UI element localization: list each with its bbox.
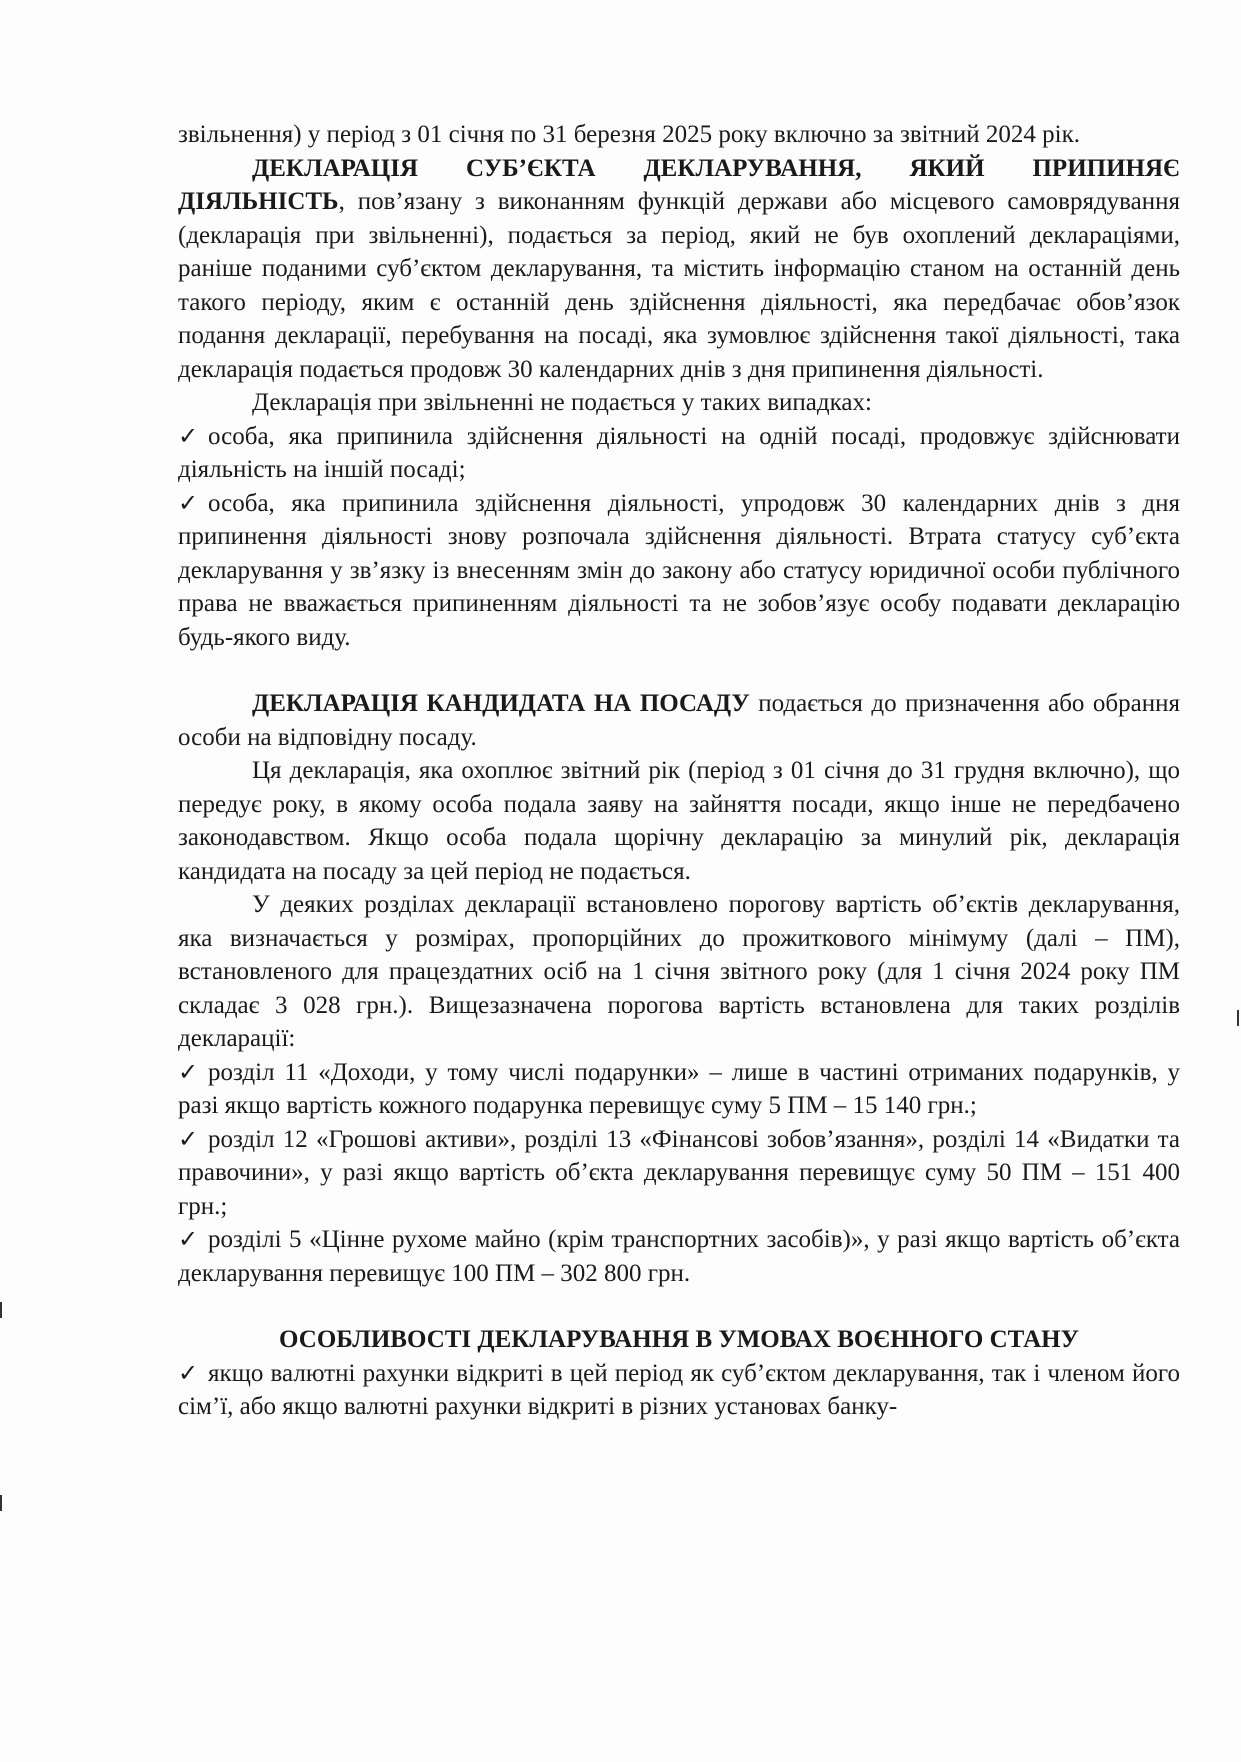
section-gap — [178, 654, 1180, 687]
checkmark-icon: ✓ — [178, 421, 199, 450]
list-item — [178, 487, 1180, 655]
list-item-text: розділі 5 «Цінне рухоме майно (крім транспортних засобів)», у разі якщо вартість об’єкта декларування перевищує 100 ПМ – 302 800 грн. — [178, 1226, 1180, 1287]
paragraph-candidate-declaration — [178, 687, 1180, 754]
list-item-text: особа, яка припинила здійснення діяльності на одній посаді, продовжує здійснювати діяльність на іншій посаді; — [178, 422, 1180, 483]
paragraph-threshold: У деяких розділах декларації встановлено порогову вартість об’єктів декларування, яка визначається у розмірах, пропорційних до прожиткового мінімуму (далі – ПМ), встановленого для працездатних осіб на 1 січня звітного року (для 1 січня 2024 року ПМ складає 3 028 грн.). Вищезазначена порогова вартість встановлена для таких розділів декларації: — [178, 891, 1180, 1052]
section-gap — [178, 1290, 1180, 1323]
checkmark-icon: ✓ — [178, 1124, 199, 1153]
list-item — [178, 1357, 1180, 1424]
paragraph-intro: звільнення) у період з 01 січня по 31 березня 2025 року включно за звітний 2024 рік. — [178, 121, 1081, 148]
checkmark-icon: ✓ — [178, 1225, 199, 1253]
dismissal-declaration-text: , пов’язану з виконанням функцій держави або місцевого самоврядування (декларація при звільненні), подається за період, який не був охоплений деклараціями, раніше поданими суб’єктом декларування, та містить інформацію станом на останній день такого періоду, яким є останній день здійснення діяльності, яка передбачає обов’язок подання декларації, перебування на посаді, яка зумовлює здійснення такої діяльності, така декларація подається продовж 30 календарних днів з дня припинення діяльності. — [178, 188, 1180, 383]
section-heading-martial-law: ОСОБЛИВОСТІ ДЕКЛАРУВАННЯ В УМОВАХ ВОЄННОГО СТАНУ — [279, 1326, 1079, 1353]
dismissal-declaration-heading: ДЕКЛАРАЦІЯ СУБ’ЄКТА ДЕКЛАРУВАННЯ, ЯКИЙ ПРИПИНЯЄ ДІЯЛЬНІСТЬ — [178, 154, 1180, 215]
list-item-text: розділ 12 «Грошові активи», розділі 13 «Фінансові зобов’язання», розділі 14 «Видатки та правочини», у разі якщо вартість об’єкта декларування перевищує суму 50 ПМ – 151 400 грн.; — [178, 1125, 1180, 1220]
checkmark-icon: ✓ — [178, 488, 199, 517]
paragraph-reporting-year: Ця декларація, яка охоплює звітний рік (період з 01 січня до 31 грудня включно), що передує року, в якому особа подала заяву на зайняття посади, якщо інше не передбачено законодавством. Якщо особа подала щорічну декларацію за минулий рік, декларація кандидата на посаду за цей період не подається. — [178, 757, 1180, 885]
scan-edge-mark — [0, 1302, 2, 1318]
document-body — [178, 118, 1180, 1424]
paragraph-dismissal-declaration — [178, 152, 1180, 387]
candidate-declaration-text: подається до призначення або обрання особи на відповідну посаду. — [178, 690, 1180, 751]
candidate-declaration-heading: ДЕКЛАРАЦІЯ КАНДИДАТА НА ПОСАДУ — [252, 690, 750, 717]
checkmark-icon: ✓ — [178, 1358, 199, 1387]
list-item — [178, 1056, 1180, 1123]
checkmark-icon: ✓ — [178, 1057, 199, 1086]
list-item-text: розділ 11 «Доходи, у тому числі подарунки» – лише в частині отриманих подарунків, у разі якщо вартість кожного подарунка перевищує суму 5 ПМ – 15 140 грн.; — [178, 1058, 1180, 1119]
paragraph-exceptions: Декларація при звільненні не подається у таких випадках: — [252, 389, 872, 416]
scan-edge-mark — [1237, 1010, 1239, 1026]
list-item — [178, 1223, 1180, 1290]
scan-edge-mark — [0, 1495, 2, 1511]
list-item — [178, 1123, 1180, 1224]
list-item — [178, 420, 1180, 487]
list-item-text: якщо валютні рахунки відкриті в цей період як суб’єктом декларування, так і членом його сім’ї, або якщо валютні рахунки відкриті в різних установах банку- — [178, 1359, 1180, 1420]
list-item-text: особа, яка припинила здійснення діяльності, упродовж 30 календарних днів з дня припинення діяльності знову розпочала здійснення діяльності. Втрата статусу суб’єкта декларування у зв’язку із внесенням змін до закону або статусу юридичної особи публічного права не вважається припиненням діяльності та не зобов’язує особу подавати декларацію будь-якого виду. — [178, 489, 1180, 651]
